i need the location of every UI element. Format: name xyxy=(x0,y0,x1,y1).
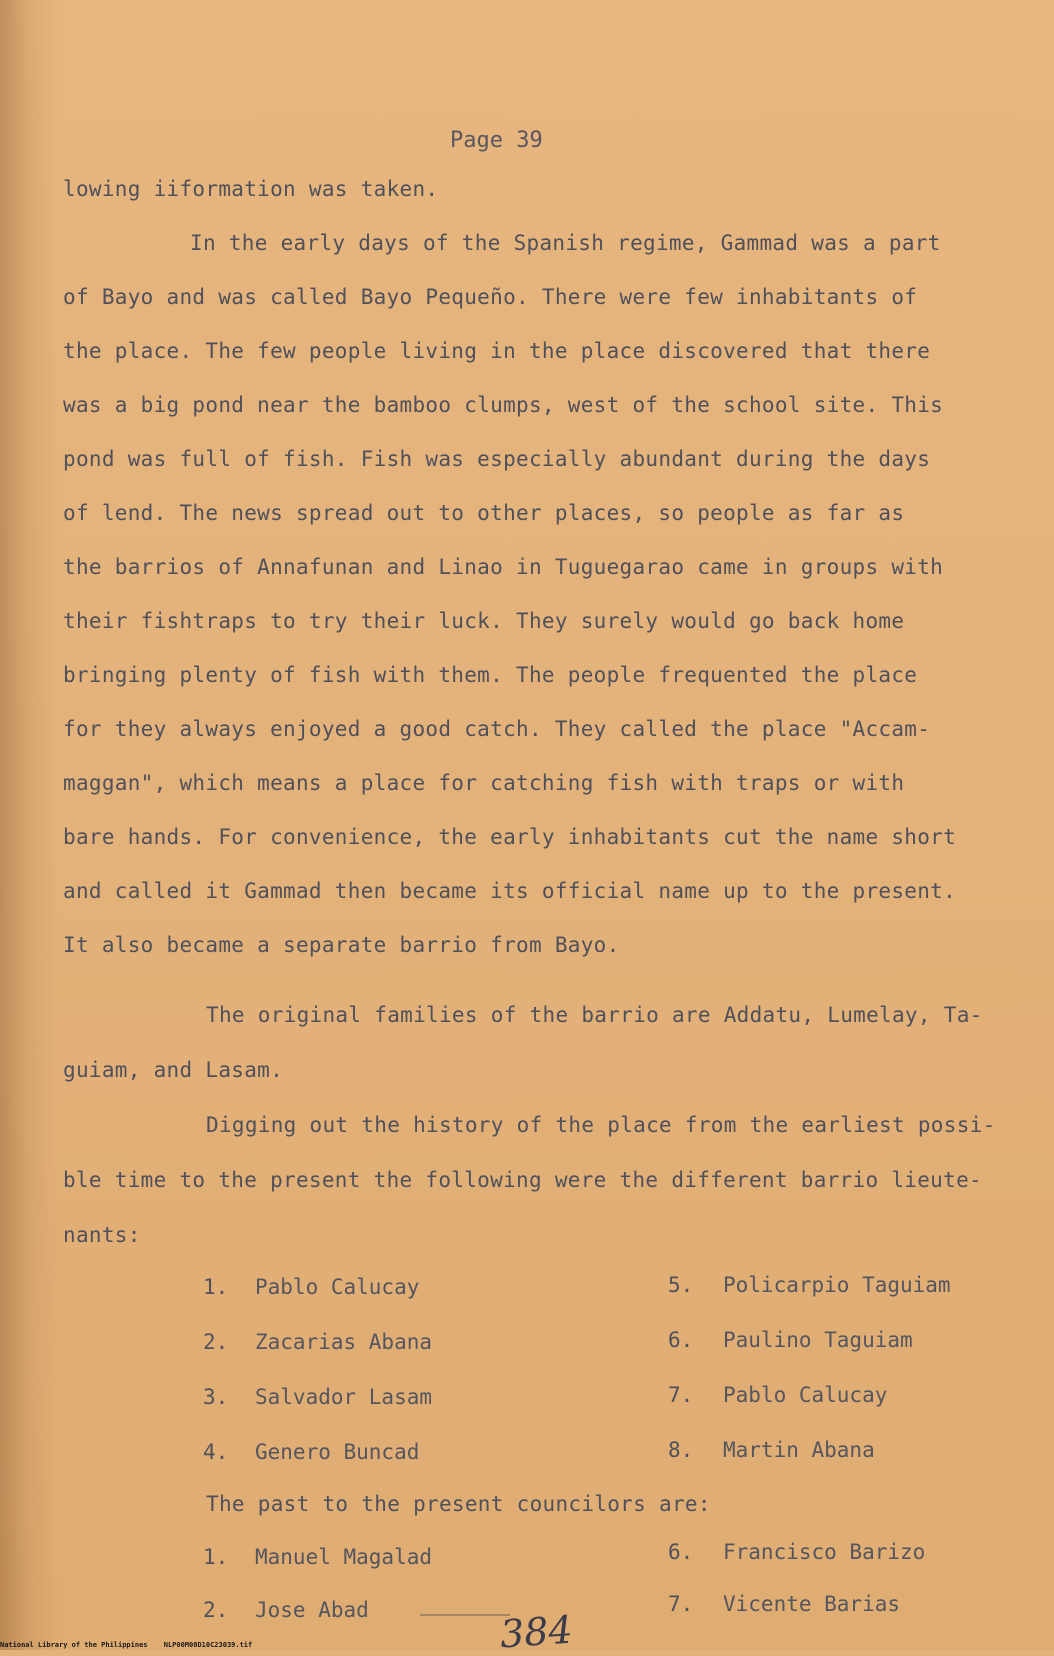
councilors-heading: The past to the present councilors are: xyxy=(206,1492,711,1516)
list-number: 1. xyxy=(203,1545,229,1569)
list-number: 6. xyxy=(668,1328,694,1352)
paragraph-line: pond was full of fish. Fish was especially abundant during the days xyxy=(63,447,931,471)
list-number: 6. xyxy=(668,1540,694,1564)
lieutenant-name: Zacarias Abana xyxy=(255,1330,433,1354)
page-number: Page 39 xyxy=(450,128,543,153)
lieutenant-name: Policarpio Taguiam xyxy=(723,1273,951,1297)
handwritten-page-number: 384 xyxy=(498,1607,574,1656)
paragraph-line: bare hands. For convenience, the early inhabitants cut the name short xyxy=(63,825,957,849)
paragraph-line: maggan", which means a place for catching fish with traps or with xyxy=(63,771,905,795)
paragraph-line: The original families of the barrio are Addatu, Lumelay, Ta- xyxy=(206,1003,983,1027)
paragraph-line: of Bayo and was called Bayo Pequeño. There were few inhabitants of xyxy=(63,285,918,309)
list-number: 8. xyxy=(668,1438,694,1462)
scan-footer xyxy=(0,1641,264,1649)
paragraph-line: was a big pond near the bamboo clumps, west of the school site. This xyxy=(63,393,944,417)
councilor-name: Jose Abad xyxy=(255,1598,369,1622)
list-number: 5. xyxy=(668,1273,694,1297)
paragraph-line: bringing plenty of fish with them. The people frequented the place xyxy=(63,663,918,687)
lieutenant-name: Genero Buncad xyxy=(255,1440,420,1464)
lieutenant-name: Paulino Taguiam xyxy=(723,1328,913,1352)
lieutenant-name: Pablo Calucay xyxy=(723,1383,888,1407)
paragraph-line: the barrios of Annafunan and Linao in Tuguegarao came in groups with xyxy=(63,555,944,579)
lieutenant-name: Martin Abana xyxy=(723,1438,875,1462)
paragraph-line: the place. The few people living in the place discovered that there xyxy=(63,339,931,363)
paragraph-line: guiam, and Lasam. xyxy=(63,1058,284,1082)
pencil-mark xyxy=(420,1614,510,1616)
paragraph-line: of lend. The news spread out to other places, so people as far as xyxy=(63,501,905,525)
list-number: 1. xyxy=(203,1275,229,1299)
list-number: 7. xyxy=(668,1383,694,1407)
lieutenant-name: Salvador Lasam xyxy=(255,1385,433,1409)
councilor-name: Francisco Barizo xyxy=(723,1540,926,1564)
councilor-name: Vicente Barias xyxy=(723,1592,901,1616)
paragraph-line: It also became a separate barrio from Bayo. xyxy=(63,933,620,957)
footer-library: National Library of the Philippines xyxy=(0,1641,148,1649)
paragraph-line: nants: xyxy=(63,1223,141,1247)
list-number: 4. xyxy=(203,1440,229,1464)
paragraph-line: ble time to the present the following were the different barrio lieute- xyxy=(63,1168,982,1192)
paragraph-line: Digging out the history of the place from the earliest possi- xyxy=(206,1113,996,1137)
list-number: 3. xyxy=(203,1385,229,1409)
lieutenant-name: Pablo Calucay xyxy=(255,1275,420,1299)
list-number: 2. xyxy=(203,1598,229,1622)
paragraph-line: and called it Gammad then became its official name up to the present. xyxy=(63,879,957,903)
paragraph-line: lowing iiformation was taken. xyxy=(63,177,439,201)
list-number: 7. xyxy=(668,1592,694,1616)
councilor-name: Manuel Magalad xyxy=(255,1545,433,1569)
paragraph-line: In the early days of the Spanish regime, Gammad was a part xyxy=(190,231,941,255)
footer-file-id: NLP00M00D10C23039.tif xyxy=(163,1641,253,1649)
paragraph-line: for they always enjoyed a good catch. They called the place "Accam- xyxy=(63,717,931,741)
paragraph-line: their fishtraps to try their luck. They surely would go back home xyxy=(63,609,905,633)
list-number: 2. xyxy=(203,1330,229,1354)
